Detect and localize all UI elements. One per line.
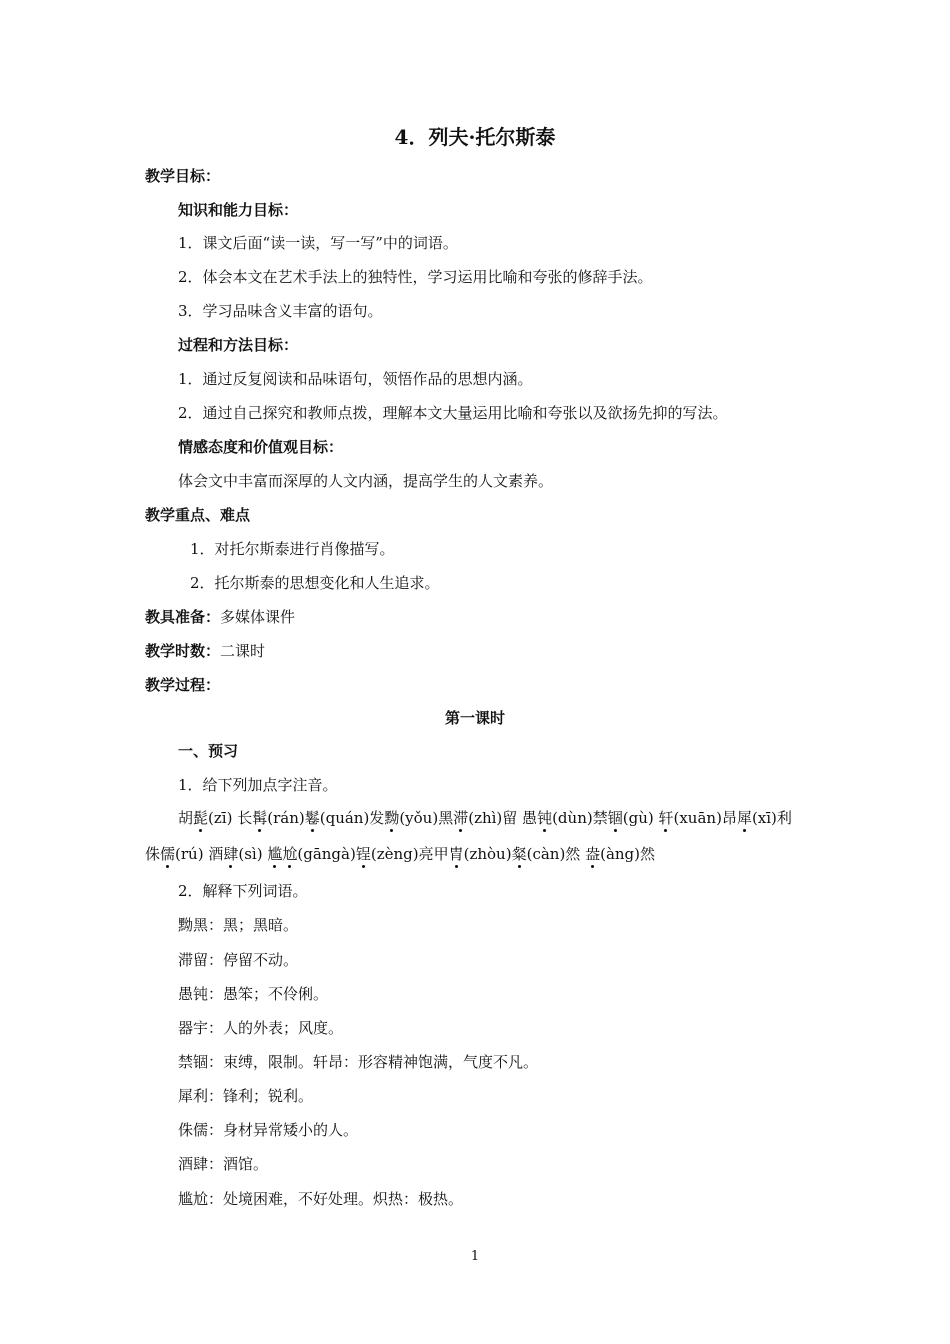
pinyin-group: 钝(dùn)禁 (537, 809, 608, 827)
hours-row (145, 641, 265, 661)
process-goal-item: 1．通过反复阅读和品味语句，领悟作品的思想内涵。 (178, 370, 533, 388)
knowledge-goal-item: 1．课文后面“读一读，写一写”中的词语。 (178, 234, 458, 252)
definition-item: 愚钝：愚笨；不伶俐。 (178, 985, 329, 1003)
pinyin-group: 锢(gù) (607, 809, 659, 827)
knowledge-goal-item: 3．学习品味含义丰富的语句。 (178, 302, 383, 320)
dotted-char: 粲 (511, 845, 527, 863)
dotted-char: 锢 (607, 809, 623, 827)
dotted-char: 钝 (537, 809, 553, 827)
keypoints-heading: 教学重点、难点 (145, 506, 251, 524)
task-2: 2．解释下列词语。 (178, 882, 308, 900)
page-number: 1 (470, 1249, 480, 1264)
keypoint-item: 1．对托尔斯泰进行肖像描写。 (190, 540, 395, 558)
dotted-char: 鬈 (304, 809, 320, 827)
dotted-char: 盎 (585, 845, 601, 863)
definition-item: 滞留：停留不动。 (178, 951, 299, 969)
dotted-char: 髭 (193, 809, 209, 827)
pinyin-group: 胡髭(zī) 长 (178, 809, 253, 827)
dotted-char: 尬 (282, 845, 298, 863)
definition-item: 禁锢：束缚，限制。轩昂：形容精神饱满，气度不凡。 (178, 1053, 539, 1071)
pinyin-group: 犀(xī)利 (736, 809, 792, 827)
goals-heading: 教学目标： (145, 167, 221, 185)
process-goal-item: 2．通过自己探究和教师点拨，理解本文大量运用比喻和夸张以及欲扬先抑的写法。 (178, 404, 728, 422)
dotted-char: 儒 (160, 845, 176, 863)
lesson-title: 第一课时 (444, 709, 505, 727)
definition-item: 酒肆：酒馆。 (178, 1155, 269, 1173)
keypoint-item: 2．托尔斯泰的思想变化和人生追求。 (190, 574, 440, 592)
pinyin-group: 鬈(quán)发 (304, 809, 385, 827)
pinyin-group: 锃(zèng)亮甲 (355, 845, 449, 863)
pinyin-group: 胄(zhòu) (448, 845, 512, 863)
emotion-goals-heading: 情感态度和价值观目标： (178, 438, 344, 456)
preview-heading: 一、预习 (178, 742, 239, 760)
definition-item: 尴尬：处境困难，不好处理。炽热：极热。 (178, 1190, 464, 1208)
pinyin-group (267, 845, 282, 863)
process-goals-heading: 过程和方法目标： (178, 336, 299, 354)
dotted-char: 胄 (448, 845, 464, 863)
process-heading: 教学过程： (145, 676, 221, 694)
task-1: 1．给下列加点字注音。 (178, 776, 338, 794)
pinyin-group: 粲(càn)然 (511, 845, 586, 863)
definition-item: 黝黑：黑；黑暗。 (178, 916, 299, 934)
pinyin-line-2 (145, 844, 655, 864)
hours-label: 教学时数： (145, 642, 221, 660)
tools-row (145, 607, 295, 627)
pinyin-group: 尬(gāngà) (282, 845, 356, 863)
pinyin-group: 盎(àng)然 (585, 845, 656, 863)
dotted-char: 犀 (736, 809, 752, 827)
definition-item: 侏儒：身材异常矮小的人。 (178, 1121, 359, 1139)
pinyin-group: 黝(yǒu)黑 (384, 809, 454, 827)
pinyin-group: 髯(rán) (252, 809, 305, 827)
pinyin-line-1 (178, 808, 792, 828)
tools-label: 教具准备： (145, 608, 221, 626)
pinyin-group: 滞(zhì)留 愚 (453, 809, 538, 827)
emotion-goal-text: 体会文中丰富而深厚的人文内涵，提高学生的人文素养。 (178, 472, 554, 490)
definition-item: 器宇：人的外表；风度。 (178, 1019, 344, 1037)
pinyin-group: 侏儒(rú) 酒 (145, 845, 224, 863)
dotted-char: 髯 (252, 809, 268, 827)
knowledge-goal-item: 2．体会本文在艺术手法上的独特性，学习运用比喻和夸张的修辞手法。 (178, 268, 653, 286)
dotted-char: 滞 (453, 809, 469, 827)
dotted-char: 黝 (384, 809, 400, 827)
knowledge-goals-heading: 知识和能力目标： (178, 201, 299, 219)
tools-value: 多媒体课件 (220, 608, 296, 626)
document-title: 4．列夫·托尔斯泰 (394, 125, 556, 149)
pinyin-group: 轩(xuān)昂 (658, 809, 737, 827)
dotted-char: 肆 (223, 845, 239, 863)
pinyin-group: 肆(sì) (223, 845, 268, 863)
dotted-char: 轩 (658, 809, 674, 827)
dotted-char: 尴 (267, 845, 283, 863)
definition-item: 犀利：锋利；锐利。 (178, 1087, 314, 1105)
dotted-char: 锃 (355, 845, 371, 863)
hours-value: 二课时 (220, 642, 266, 660)
